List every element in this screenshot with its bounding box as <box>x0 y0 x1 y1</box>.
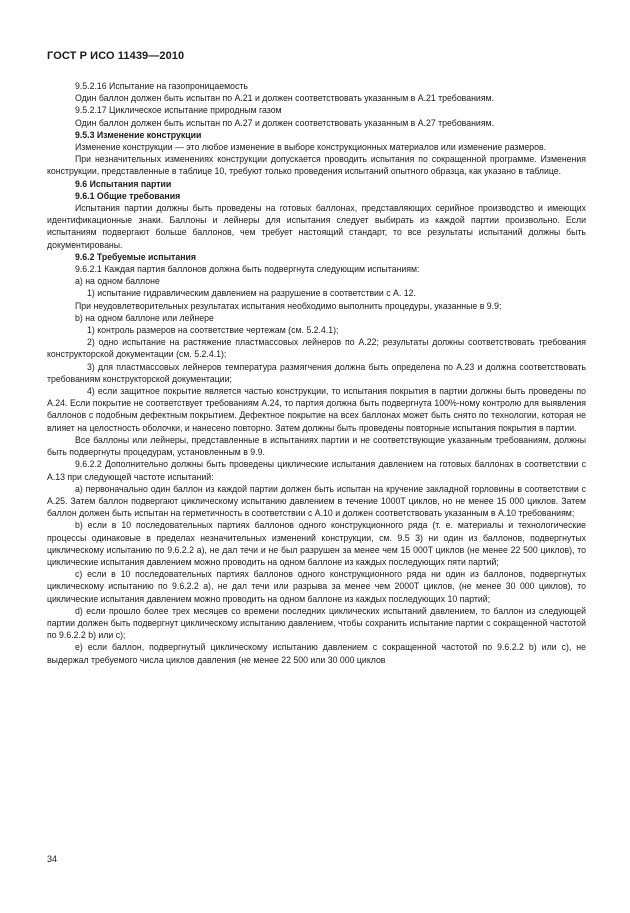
standard-header: ГОСТ Р ИСО 11439—2010 <box>47 50 185 62</box>
paragraph: 9.6.2.1 Каждая партия баллонов должна быть подвергнута следующим испытаниям: <box>75 264 420 275</box>
list-item: b) на одном баллоне или лейнере <box>75 312 214 323</box>
document-body <box>47 80 586 666</box>
paragraph: Все баллоны или лейнеры, представленные в испытаниях партии и не соответствующие указанным требованиям, должны быть подвергнуты процедурам, установленным в 9.9. <box>47 434 586 458</box>
list-item: а) на одном баллоне <box>75 276 160 287</box>
section-heading-9-6-1: 9.6.1 Общие требования <box>75 190 181 201</box>
paragraph: Один баллон должен быть испытан по А.27 и должен соответствовать указанным в А.27 требованиям. <box>75 117 495 128</box>
paragraph: При неудовлетворительных результатах испытания необходимо выполнить процедуры, указанные в 9.9; <box>75 300 502 311</box>
section-heading-9-5-3: 9.5.3 Изменение конструкции <box>75 129 202 140</box>
paragraph: При незначительных изменениях конструкции допускается проводить испытания по сокращенной программе. Изменения конструкции, представленные в таблице 10, требуют только проведения испытаний опытного образца, как указано в таблице. <box>47 154 586 177</box>
list-item: а) первоначально один баллон из каждой партии должен быть испытан на кручение закладной горловины в соответствии с А.25. Затем баллон подвергают циклическому испытанию давлением в течение 1000T циклов, но не менее 15 000 циклов. Затем баллон должен быть испытан на герметичность в соответствии с А.10 и должен соответствовать указанным в А.10 требованиям; <box>47 483 586 519</box>
list-item: b) если в 10 последовательных партиях баллонов одного конструкционного ряда (т. е. материалы и технологические процессы одинаковые в пределах незначительных изменений конструкции, см. 9.5 3) ни один из баллонов, подвергнутых циклическому испытанию по 9.6.2.2 а), не дал течи и не был разрушен за менее чем 15 000T циклов (не менее 22 500 циклов), то циклические испытания давлением можно проводить на одном баллоне из каждых последующих пяти партий; <box>47 520 586 567</box>
paragraph: Испытания партии должны быть проведены на готовых баллонах, представляющих серийное производство и имеющих идентификационные знаки. Баллоны и лейнеры для испытания следует выбирать из каждой партии произвольно. Если испытаниям подвергают больше баллонов, чем требует настоящий стандарт, то все результаты испытаний должны быть документированы. <box>47 203 586 250</box>
sub-list-item: 3) для пластмассовых лейнеров температура размягчения должна быть определена по А.23 и должна соответствовать требованиям конструкторской документации; <box>47 361 586 384</box>
list-item: с) если в 10 последовательных партиях баллонов одного конструкционного ряда ни один из баллонов, подвергнутых циклическому испытанию по 9.6.2.2 а), не дал течи или разрыва за менее чем 2000T циклов, (не менее 30 000 циклов), то циклические испытания давлением можно проводить на одном баллоне из каждых последующих 10 партий; <box>47 569 586 604</box>
sub-list-item: 4) если защитное покрытие является частью конструкции, то испытания покрытия в партии должны быть проведены по А.24. Если покрытие не соответствует требованиям А.24, то партия должна быть подвергнута 100%-ному контролю для выявления баллонов с подобным дефектным покрытием. Дефектное покрытие на всех баллонах может быть снято по технологии, которая не влияет на целостность оболочки, и нанесено повторно. Затем должны быть проведены повторные испытания покрытия в партии. <box>47 386 586 433</box>
clause-9-5-2-17-heading: 9.5.2.17 Циклическое испытание природным газом <box>75 105 282 116</box>
section-heading-9-6-2: 9.6.2 Требуемые испытания <box>75 251 196 262</box>
list-item: е) если баллон, подвергнутый циклическому испытанию давлением с сокращенной частотой по 9.6.2.2 b) или с), не выдержал требуемого числа циклов давления (не менее 22 500 или 30 000 циклов <box>47 642 586 665</box>
section-heading-9-6: 9.6 Испытания партии <box>75 178 172 189</box>
paragraph: Один баллон должен быть испытан по А.21 и должен соответствовать указанным в А.21 требованиям. <box>75 93 495 104</box>
paragraph: 9.6.2.2 Дополнительно должны быть проведены циклические испытания давлением на готовых баллонах в соответствии с А.13 при следующей частоте испытаний: <box>47 459 586 482</box>
sub-list-item: 2) одно испытание на растяжение пластмассовых лейнеров по А.22; результаты должны соответствовать требования конструкторской документации (см. 5.2.4.1); <box>47 337 586 360</box>
paragraph: Изменение конструкции — это любое изменение в выборе конструкционных материалов или изменение размеров. <box>75 142 547 153</box>
sub-list-item: 1) испытание гидравлическим давлением на разрушение в соответствии с А. 12. <box>87 288 416 299</box>
sub-list-item: 1) контроль размеров на соответствие чертежам (см. 5.2.4.1); <box>87 325 339 336</box>
list-item: d) если прошло более трех месяцев со времени последних циклических испытаний давлением, то баллон из следующей партии должен быть подвергнут циклическому испытанию давлением, чтобы сохранить испытание партии с сокращенной частотой по 9.6.2.2 b) или с); <box>47 605 586 641</box>
page-number: 34 <box>47 854 58 864</box>
clause-9-5-2-16-heading: 9.5.2.16 Испытание на газопроницаемость <box>75 81 248 91</box>
